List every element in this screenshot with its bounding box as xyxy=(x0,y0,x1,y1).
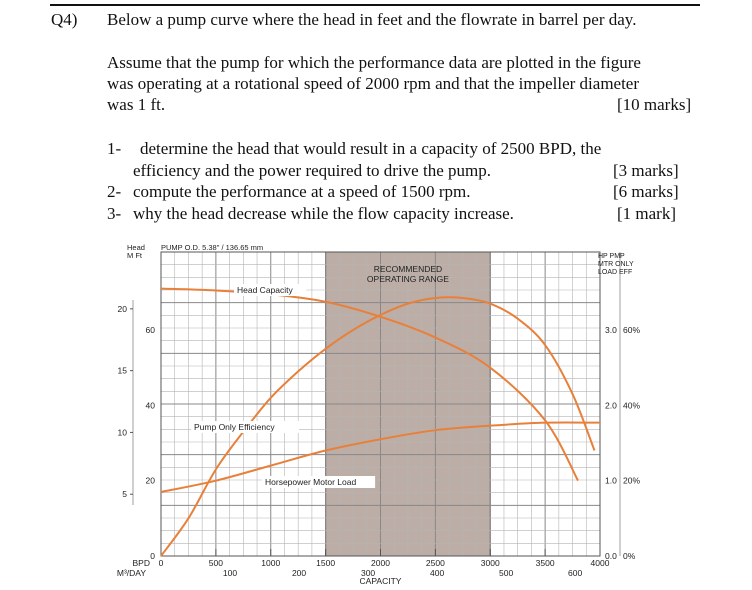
question-intro: Below a pump curve where the head in feet and the flowrate in barrel per day. xyxy=(107,10,637,29)
assume-line-1: Assume that the pump for which the performance data are plotted in the figure xyxy=(107,53,641,72)
item-number: 2- xyxy=(107,182,122,201)
eff-tick-label: 0% xyxy=(623,551,636,561)
x-unit-label-bpd: BPD xyxy=(132,558,150,568)
item-marks: [1 mark] xyxy=(617,204,677,223)
bpd-tick-label: 2500 xyxy=(425,558,445,568)
hp-tick-label: 0.0 xyxy=(605,551,617,561)
head-axis-label: Head xyxy=(127,243,145,252)
assume-line-2: was operating at a rotational speed of 2000 rpm and that the impeller diameter xyxy=(107,74,640,93)
item-number: 3- xyxy=(107,204,122,223)
head-m-tick-label: 5 xyxy=(122,489,127,500)
m3day-tick-label: 600 xyxy=(568,568,583,578)
bpd-tick-label: 4000 xyxy=(590,558,610,568)
item-text: efficiency and the power required to drive the pump. xyxy=(133,161,491,180)
hp-tick-label: 1.0 xyxy=(605,475,617,486)
bpd-tick-label: 1000 xyxy=(261,558,281,568)
head-m-tick-label: 20 xyxy=(117,303,127,314)
bpd-tick-label: 3000 xyxy=(480,558,500,568)
pump-od-label: PUMP O.D. 5.38" / 136.65 mm xyxy=(161,243,264,252)
x-axis-title: CAPACITY xyxy=(359,576,402,586)
bpd-tick-label: 2000 xyxy=(371,558,390,568)
head-ft-tick-label: 0 xyxy=(150,551,155,561)
m3day-tick-label: 100 xyxy=(222,568,238,578)
m3day-tick-label: 200 xyxy=(291,568,307,578)
eff-tick-label: 20% xyxy=(623,475,641,486)
eff-tick-label: 60% xyxy=(623,325,641,335)
head-m-tick-label: 15 xyxy=(117,365,127,376)
bpd-tick-label: 500 xyxy=(208,558,223,568)
item-marks: [3 marks] xyxy=(613,161,679,180)
head-ft-tick-label: 20 xyxy=(145,475,155,486)
bpd-tick-label: 1500 xyxy=(316,558,336,568)
m3day-tick-label: 400 xyxy=(430,568,445,578)
horsepower-label: Horsepower Motor Load xyxy=(265,477,357,487)
right-axis-label: HP PMP xyxy=(598,253,625,260)
m3day-tick-label: 500 xyxy=(499,568,514,578)
x-unit-label-m3day: M³/DAY xyxy=(116,568,146,578)
hp-tick-label: 3.0 xyxy=(605,325,617,335)
item-marks: [6 marks] xyxy=(613,182,679,201)
bpd-tick-label: 3500 xyxy=(535,558,555,568)
head-ft-tick-label: 60 xyxy=(145,325,155,335)
right-axis-label: LOAD EFF xyxy=(598,269,633,276)
item-text: determine the head that would result in a capacity of 2500 BPD, the xyxy=(140,139,602,158)
eff-tick-label: 40% xyxy=(623,400,641,411)
head-axis-units: M Ft xyxy=(127,251,142,260)
bpd-tick-label: 0 xyxy=(158,558,164,568)
item-number: 1- xyxy=(107,139,122,158)
total-marks: [10 marks] xyxy=(617,95,692,114)
item-text: why the head decrease while the flow capacity increase. xyxy=(133,204,514,223)
pump-efficiency-label: Pump Only Efficiency xyxy=(194,422,275,432)
head-capacity-label: Head Capacity xyxy=(237,285,293,295)
assume-line-3: was 1 ft. xyxy=(107,95,166,114)
recommended-range-label: RECOMMENDED xyxy=(373,264,443,274)
item-text: compute the performance at a speed of 1500 rpm. xyxy=(133,182,471,201)
hp-tick-label: 2.0 xyxy=(605,400,617,411)
question-number: Q4) xyxy=(51,10,78,29)
head-ft-tick-label: 40 xyxy=(145,400,155,411)
right-axis-label: MTR ONLY xyxy=(598,261,634,268)
m3day-tick-label: 300 xyxy=(360,568,376,578)
recommended-range-label: OPERATING RANGE xyxy=(366,274,449,284)
head-m-tick-label: 10 xyxy=(117,427,127,438)
